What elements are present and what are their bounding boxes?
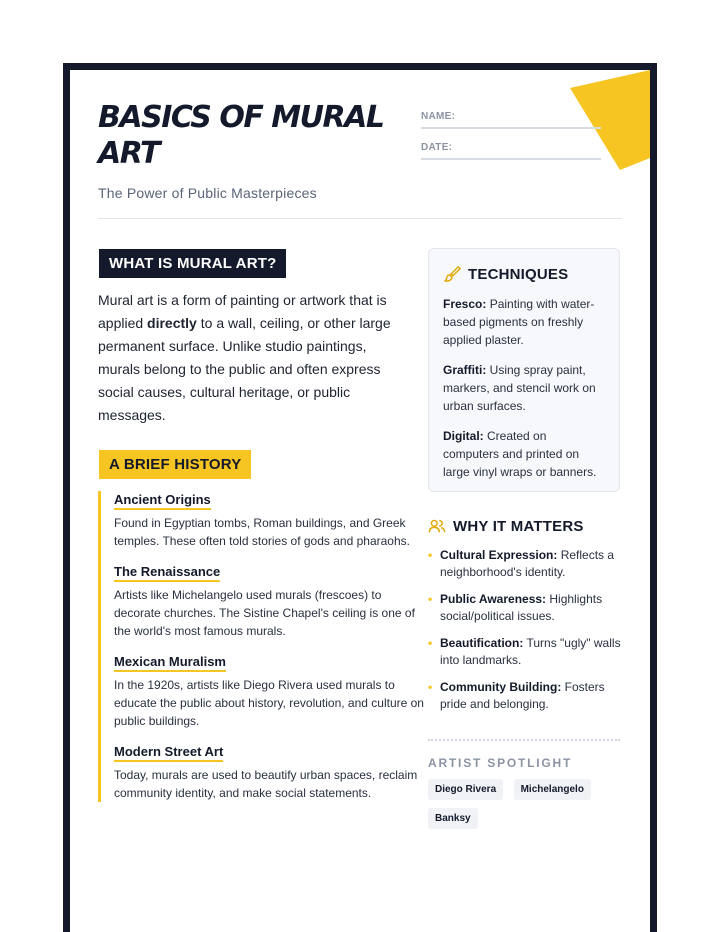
technique-item <box>443 361 605 415</box>
spotlight-heading: ARTIST SPOTLIGHT <box>428 756 573 770</box>
artist-chips <box>428 779 628 837</box>
why-desc: Turns "ugly" walls into landmarks. <box>440 636 621 667</box>
worksheet <box>70 70 650 932</box>
header-divider <box>98 218 622 219</box>
why-term: Beautification: <box>440 636 524 650</box>
why-desc: Reflects a neighborhood's identity. <box>440 548 615 579</box>
artist-chip: Michelangelo <box>514 779 591 800</box>
technique-desc: Painting with water-based pigments on freshly applied plaster. <box>443 297 595 347</box>
era-text: Found in Egyptian tombs, Roman buildings, and Greek temples. These often told stories of gods and pharaohs. <box>114 516 410 548</box>
intro-text-emphasis: directly <box>147 315 197 331</box>
why-list <box>428 547 623 713</box>
date-field[interactable] <box>421 129 601 160</box>
history-era <box>114 743 424 802</box>
why-it-matters-section <box>428 517 623 723</box>
era-title: Mexican Muralism <box>114 654 226 672</box>
era-title: The Renaissance <box>114 564 220 582</box>
era-text: Today, murals are used to beautify urban spaces, reclaim community identity, and make social statements. <box>114 768 418 800</box>
era-title: Modern Street Art <box>114 744 223 762</box>
list-item <box>428 547 623 581</box>
history-era <box>114 563 424 640</box>
technique-item <box>443 427 605 481</box>
techniques-card <box>428 248 620 492</box>
why-term: Community Building: <box>440 680 562 694</box>
date-label: DATE: <box>421 142 453 153</box>
name-field[interactable] <box>421 98 601 129</box>
spotlight-divider <box>428 739 620 741</box>
bullet-icon: • <box>428 548 433 562</box>
technique-term: Graffiti: <box>443 363 487 377</box>
intro-text-end: to a wall, ceiling, or other large permanent surface. Unlike studio paintings, murals belong to the public and often express social causes, cultural heritage, or public messages. <box>98 315 391 423</box>
technique-item <box>443 295 605 349</box>
techniques-heading-row <box>443 265 605 283</box>
list-item <box>428 635 623 669</box>
technique-term: Digital: <box>443 429 484 443</box>
era-text: In the 1920s, artists like Diego Rivera used murals to educate the public about history, revolution, and culture on public buildings. <box>114 678 424 728</box>
why-term: Cultural Expression: <box>440 548 558 562</box>
artist-chip: Diego Rivera <box>428 779 503 800</box>
page-subtitle: The Power of Public Masterpieces <box>98 185 317 201</box>
history-timeline <box>98 491 424 802</box>
technique-desc: Using spray paint, markers, and stencil work on urban surfaces. <box>443 363 596 413</box>
name-label: NAME: <box>421 111 456 122</box>
bullet-icon: • <box>428 636 433 650</box>
history-heading: A BRIEF HISTORY <box>99 450 251 479</box>
list-item <box>428 679 623 713</box>
era-text: Artists like Michelangelo used murals (frescoes) to decorate churches. The Sistine Chapel's ceiling is one of the world's most famous murals. <box>114 588 415 638</box>
intro-paragraph <box>98 289 398 427</box>
technique-desc: Created on computers and printed on large vinyl wraps or banners. <box>443 429 597 479</box>
era-title: Ancient Origins <box>114 492 211 510</box>
why-desc: Highlights social/political issues. <box>440 592 603 623</box>
artist-chip: Banksy <box>428 808 478 829</box>
page-title: BASICS OF MURAL ART <box>98 100 384 171</box>
name-date-fields <box>421 98 601 160</box>
intro-heading: WHAT IS MURAL ART? <box>99 249 286 278</box>
people-icon <box>428 517 446 535</box>
why-desc: Fosters pride and belonging. <box>440 680 605 711</box>
bullet-icon: • <box>428 592 433 606</box>
techniques-heading: TECHNIQUES <box>468 265 569 283</box>
why-heading-row <box>428 517 623 535</box>
bullet-icon: • <box>428 680 433 694</box>
why-heading: WHY IT MATTERS <box>453 517 584 535</box>
history-era <box>114 491 424 550</box>
list-item <box>428 591 623 625</box>
technique-term: Fresco: <box>443 297 487 311</box>
why-term: Public Awareness: <box>440 592 547 606</box>
intro-text-start: Mural art is a form of painting or artwork that is applied <box>98 292 387 331</box>
page-frame <box>63 63 657 932</box>
history-era <box>114 653 424 730</box>
paintbrush-icon <box>443 265 461 283</box>
